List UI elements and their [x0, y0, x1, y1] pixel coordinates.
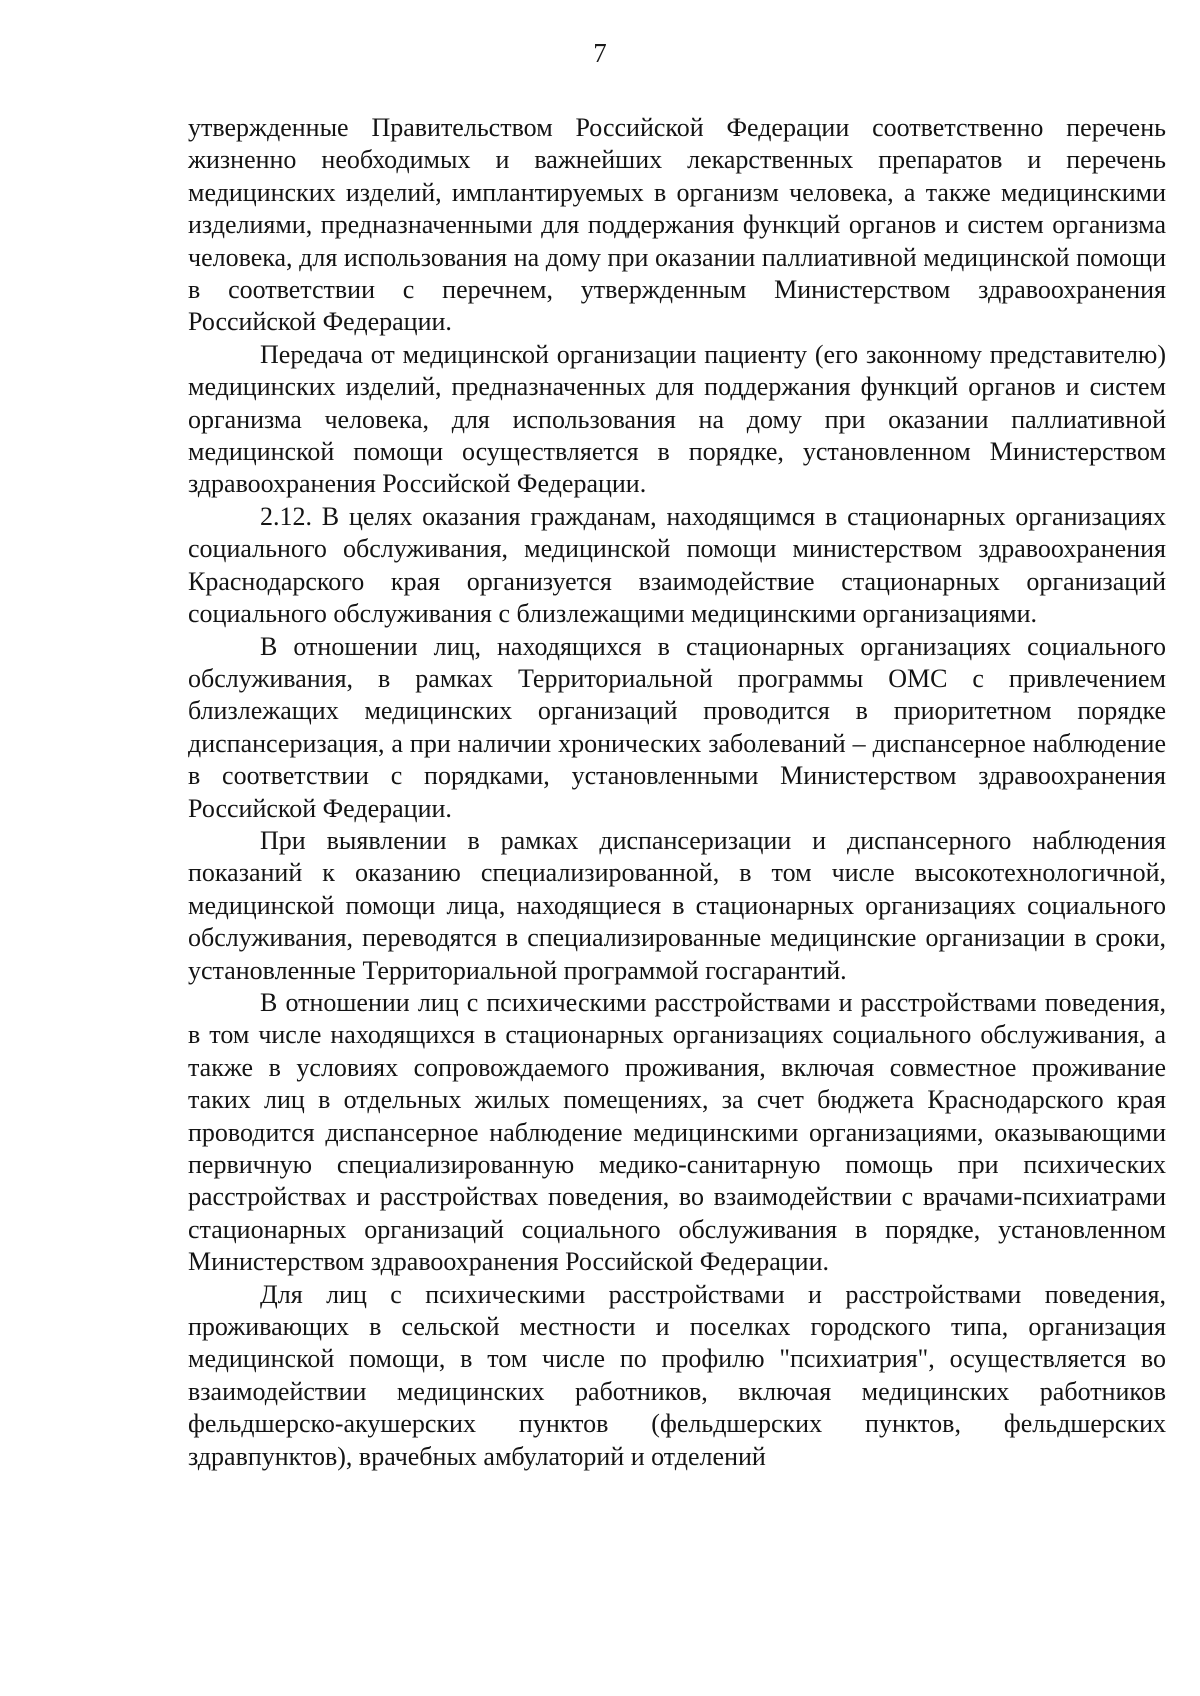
paragraph-mental-disorders-observation: В отношении лиц с психическими расстройствами и расстройствами поведения, в том числе находящихся в стационарных организациях социального обслуживания, а также в условиях сопровождаемого проживания, включая совместное проживание таких лиц в отдельных жилых помещениях, за счет бюджета Краснодарского края проводится диспансерное наблюдение медицинскими организациями, оказывающими первичную специализированную медико-санитарную помощь при психических расстройствах и расстройствах поведения, во взаимодействии с врачами-психиатрами стационарных организаций социального обслуживания в порядке, установленном Министерством здравоохранения Российской Федерации.	[188, 987, 1166, 1277]
body-text	[188, 112, 1166, 1473]
paragraph-continuation: утвержденные Правительством Российской Федерации соответственно перечень жизненно необходимых и важнейших лекарственных препаратов и перечень медицинских изделий, имплантируемых в организм человека, а также медицинскими изделиями, предназначенными для поддержания функций органов и систем организма человека, для использования на дому при оказании паллиативной медицинской помощи в соответствии с перечнем, утвержденным Министерством здравоохранения Российской Федерации.	[188, 113, 1166, 337]
paragraph-rural-psychiatry: Для лиц с психическими расстройствами и расстройствами поведения, проживающих в сельской местности и поселках городского типа, организация медицинской помощи, в том числе по профилю "психиатрия", осуществляется во взаимодействии медицинских работников, включая медицинских работников фельдшерско-акушерских пунктов (фельдшерских пунктов, фельдшерских здравпунктов), врачебных амбулаторий и отделений	[188, 1279, 1166, 1471]
paragraph-dispensary-examination: В отношении лиц, находящихся в стационарных организациях социального обслуживания, в рамках Территориальной программы ОМС с привлечением близлежащих медицинских организаций проводится в приоритетном порядке диспансеризация, а при наличии хронических заболеваний – диспансерное наблюдение в соответствии с порядками, установленными Министерством здравоохранения Российской Федерации.	[188, 631, 1166, 823]
paragraph-section-2-12: 2.12. В целях оказания гражданам, находящимся в стационарных организациях социального обслуживания, медицинской помощи министерством здравоохранения Краснодарского края организуется взаимодействие стационарных организаций социального обслуживания с близлежащими медицинскими организациями.	[188, 501, 1166, 629]
paragraph-specialized-care-transfer: При выявлении в рамках диспансеризации и диспансерного наблюдения показаний к оказанию специализированной, в том числе высокотехнологичной, медицинской помощи лица, находящиеся в стационарных организациях социального обслуживания, переводятся в специализированные медицинские организации в сроки, установленные Территориальной программой госгарантий.	[188, 825, 1166, 985]
page-number: 7	[593, 38, 607, 68]
paragraph-medical-devices-transfer: Передача от медицинской организации пациенту (его законному представителю) медицинских изделий, предназначенных для поддержания функций органов и систем организма человека, для использования на дому при оказании паллиативной медицинской помощи осуществляется в порядке, установленном Министерством здравоохранения Российской Федерации.	[188, 339, 1166, 499]
